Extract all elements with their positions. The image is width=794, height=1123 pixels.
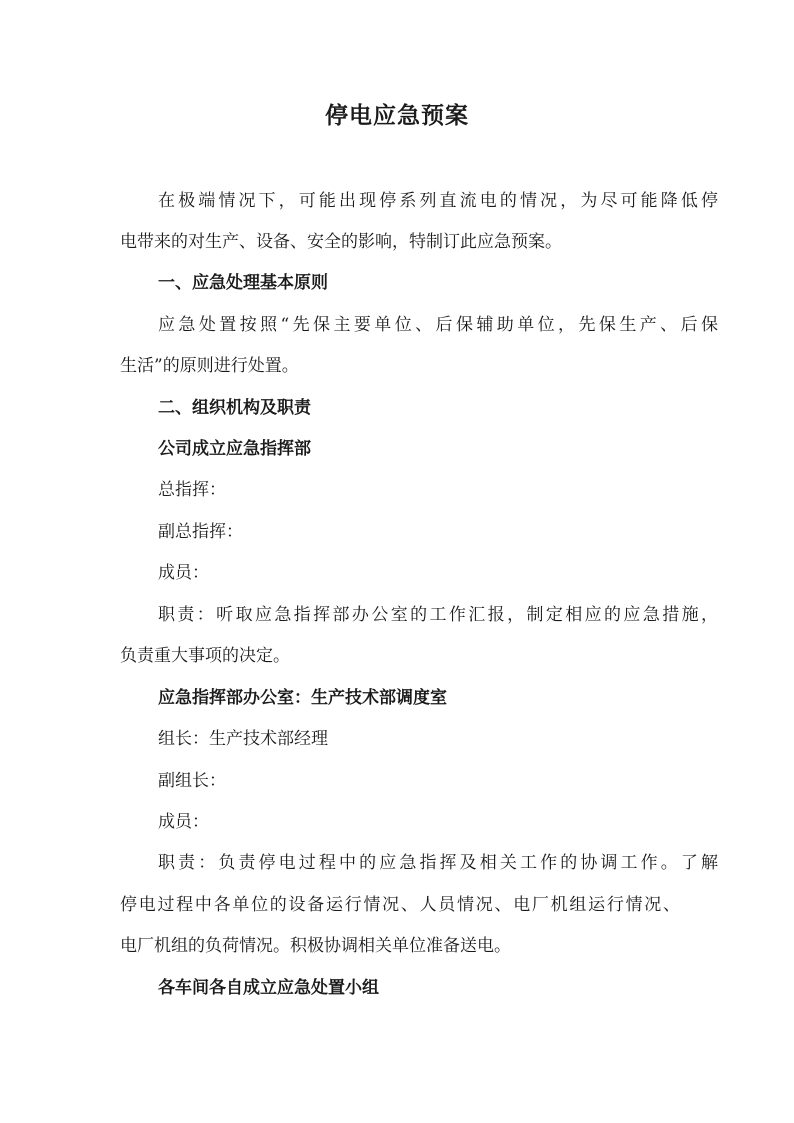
principles-paragraph-line-1: 应急处置按照“先保主要单位、后保辅助单位，先保生产、后保 <box>158 315 718 335</box>
section-heading-principles: 一、应急处理基本原则 <box>158 273 328 293</box>
principles-paragraph-line-2: 生活”的原则进行处置。 <box>120 356 299 376</box>
subheading-workshop-teams: 各车间各自成立应急处置小组 <box>158 978 379 998</box>
intro-paragraph-line-1: 在极端情况下，可能出现停系列直流电的情况，为尽可能降低停 <box>158 191 718 211</box>
office-members-field: 成员： <box>158 812 209 832</box>
subheading-command-center: 公司成立应急指挥部 <box>158 439 311 459</box>
intro-paragraph-line-2: 电带来的对生产、设备、安全的影响，特制订此应急预案。 <box>120 232 562 252</box>
command-duties-line-1: 职责：听取应急指挥部办公室的工作汇报，制定相应的应急措施， <box>158 605 718 625</box>
office-duties-line-2: 停电过程中各单位的设备运行情况、人员情况、电厂机组运行情况、 <box>120 895 680 915</box>
deputy-commander-field: 副总指挥： <box>158 522 243 542</box>
members-field: 成员： <box>158 563 209 583</box>
office-duties-line-1: 职责：负责停电过程中的应急指挥及相关工作的协调工作。了解 <box>158 853 718 873</box>
section-heading-organization: 二、组织机构及职责 <box>158 398 311 418</box>
office-deputy-leader-field: 副组长： <box>158 771 226 791</box>
subheading-command-office: 应急指挥部办公室：生产技术部调度室 <box>158 688 447 708</box>
document-title: 停电应急预案 <box>325 102 469 129</box>
office-leader-field: 组长：生产技术部经理 <box>158 729 328 749</box>
commander-field: 总指挥： <box>158 480 226 500</box>
office-duties-line-3: 电厂机组的负荷情况。积极协调相关单位准备送电。 <box>120 936 511 956</box>
command-duties-line-2: 负责重大事项的决定。 <box>120 646 290 666</box>
